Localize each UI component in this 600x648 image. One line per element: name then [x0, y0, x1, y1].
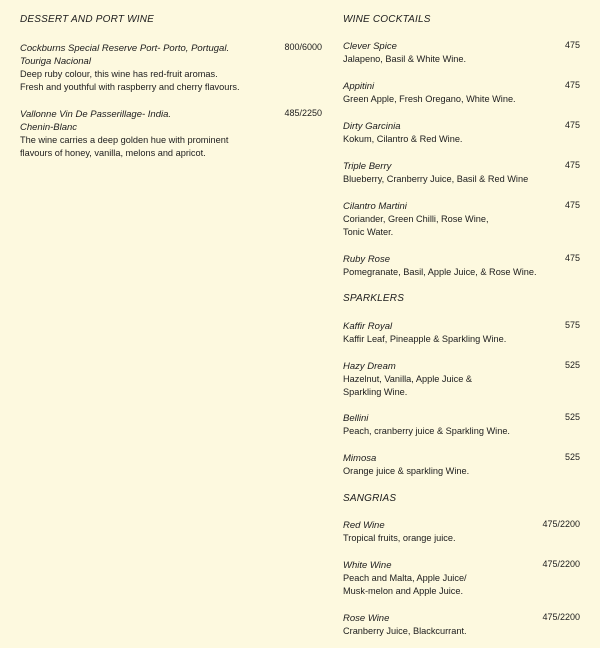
menu-item — [343, 360, 580, 399]
menu-item — [20, 108, 322, 160]
item-name-line2: Touriga Nacional — [20, 56, 91, 67]
item-price: 525 — [564, 452, 580, 462]
menu-item — [343, 253, 580, 279]
item-description-line2: Musk-melon and Apple Juice. — [343, 586, 464, 596]
item-price: 475/2200 — [542, 519, 580, 529]
item-description: Jalapeno, Basil & White Wine. — [343, 54, 467, 64]
item-description: Deep ruby colour, this wine has red-fruit aromas. — [20, 69, 218, 79]
item-description: Peach, cranberry juice & Sparkling Wine. — [343, 426, 510, 436]
menu-item — [343, 160, 580, 186]
menu-item — [343, 559, 580, 598]
section-title-sparklers: SPARKLERS — [343, 293, 405, 304]
item-name: Red Wine — [343, 520, 385, 531]
item-name: Mimosa — [343, 453, 377, 464]
item-price: 800/6000 — [284, 42, 322, 52]
item-name: Cilantro Martini — [343, 201, 407, 212]
item-description: Orange juice & sparkling Wine. — [343, 466, 470, 476]
item-name-line2: Chenin-Blanc — [20, 122, 78, 133]
item-description-line2: Fresh and youthful with raspberry and cherry flavours. — [20, 82, 240, 92]
item-name: Appitini — [343, 81, 375, 92]
item-description: Peach and Malta, Apple Juice/ — [343, 573, 467, 583]
item-description: Tropical fruits, orange juice. — [343, 533, 456, 543]
item-name: Triple Berry — [343, 161, 392, 172]
item-name: Clever Spice — [343, 41, 397, 52]
item-name: Dirty Garcinia — [343, 121, 401, 132]
item-price: 475 — [564, 80, 580, 90]
item-price: 475 — [564, 200, 580, 210]
section-title-sangrias: SANGRIAS — [343, 493, 397, 504]
menu-item — [343, 120, 580, 146]
item-name: Hazy Dream — [343, 361, 396, 372]
item-description: Green Apple, Fresh Oregano, White Wine. — [343, 94, 516, 104]
item-price: 485/2250 — [284, 108, 322, 118]
item-description: Pomegranate, Basil, Apple Juice, & Rose Wine. — [343, 267, 537, 277]
item-name: Ruby Rose — [343, 254, 390, 265]
menu-item — [20, 42, 322, 94]
item-price: 475 — [564, 160, 580, 170]
item-description: Kokum, Cilantro & Red Wine. — [343, 134, 463, 144]
item-name: Kaffir Royal — [343, 321, 393, 332]
menu-item — [343, 320, 580, 346]
item-name: Bellini — [343, 413, 369, 424]
item-price: 475/2200 — [542, 559, 580, 569]
item-description-line2: Tonic Water. — [343, 227, 394, 237]
item-description: Cranberry Juice, Blackcurrant. — [343, 626, 467, 636]
item-price: 575 — [564, 320, 580, 330]
item-description-line2: Sparkling Wine. — [343, 387, 408, 397]
menu-item — [343, 80, 580, 106]
item-description: Coriander, Green Chilli, Rose Wine, — [343, 214, 489, 224]
item-price: 475 — [564, 253, 580, 263]
item-description: Hazelnut, Vanilla, Apple Juice & — [343, 374, 473, 384]
item-description-line2: flavours of honey, vanilla, melons and apricot. — [20, 148, 206, 158]
item-price: 525 — [564, 412, 580, 422]
item-description: The wine carries a deep golden hue with prominent — [20, 135, 229, 145]
menu-item — [343, 200, 580, 239]
item-price: 475/2200 — [542, 612, 580, 622]
menu-item — [343, 40, 580, 66]
item-price: 525 — [564, 360, 580, 370]
menu-item — [343, 412, 580, 438]
item-name: White Wine — [343, 560, 392, 571]
item-description: Blueberry, Cranberry Juice, Basil & Red Wine — [343, 174, 529, 184]
menu-item — [343, 519, 580, 545]
menu-item — [343, 612, 580, 638]
section-title-dessert-port: DESSERT AND PORT WINE — [20, 14, 155, 25]
item-description: Kaffir Leaf, Pineapple & Sparkling Wine. — [343, 334, 507, 344]
item-price: 475 — [564, 40, 580, 50]
item-name: Rose Wine — [343, 613, 390, 624]
menu-item — [343, 452, 580, 478]
item-price: 475 — [564, 120, 580, 130]
item-name: Vallonne Vin De Passerillage- India. — [20, 109, 172, 120]
item-name: Cockburns Special Reserve Port- Porto, Portugal. — [20, 43, 230, 54]
section-title-wine-cocktails: WINE COCKTAILS — [343, 14, 431, 25]
